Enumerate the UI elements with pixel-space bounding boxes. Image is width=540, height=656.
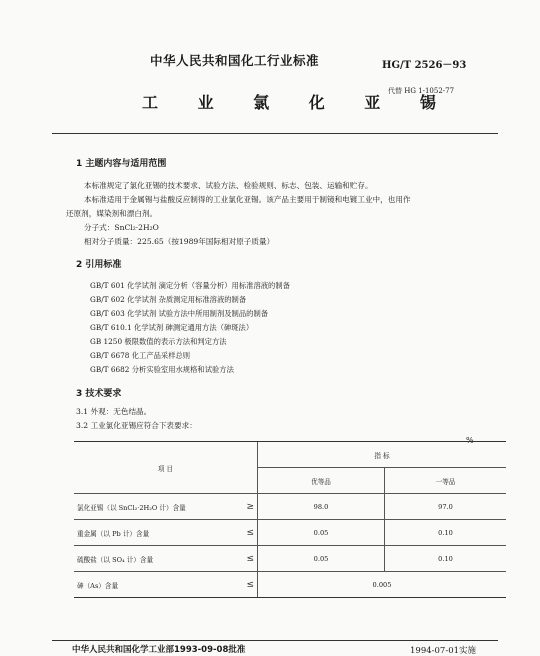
row-value-merged: 0.005 bbox=[258, 572, 507, 598]
row-relation: ≤ bbox=[211, 520, 258, 546]
section-1-paragraph-2a: 本标准适用于金属锡与盐酸反应制得的工业氯化亚锡。该产品主要用于制镜和电镀工业中，也用作 bbox=[84, 195, 411, 204]
section-1-heading: 1 主题内容与适用范围 bbox=[76, 159, 167, 169]
column-header-index: 指 标 bbox=[258, 442, 507, 468]
replaces-code: 代替 HG 1-1052-77 bbox=[388, 87, 455, 95]
row-value-grade-1: 98.0 bbox=[258, 494, 385, 520]
section-2-heading: 2 引用标准 bbox=[76, 260, 122, 270]
row-relation: ≥ bbox=[211, 494, 258, 520]
standard-number: HG/T 2526－93 bbox=[382, 60, 467, 71]
section-1-paragraph-2b: 还原剂，媒染剂和漂白剂。 bbox=[66, 209, 158, 218]
reference-item: GB/T 610.1 化学试剂 砷测定通用方法（砷斑法） bbox=[90, 323, 254, 332]
clause-3-2: 3.2 工业氯化亚锡应符合下表要求： bbox=[76, 421, 197, 430]
document-title: 工 业 氯 化 亚 锡 bbox=[142, 93, 453, 112]
row-value-grade-2: 0.10 bbox=[385, 546, 507, 572]
table-row bbox=[74, 494, 506, 520]
row-relation: ≤ bbox=[211, 546, 258, 572]
column-header-grade-2: 一等品 bbox=[385, 468, 507, 494]
table-row bbox=[74, 546, 506, 572]
row-name: 砷（As）含量 bbox=[74, 572, 211, 598]
reference-item: GB/T 6678 化工产品采样总则 bbox=[90, 351, 191, 360]
row-value-grade-1: 0.05 bbox=[258, 546, 385, 572]
footer-rule bbox=[52, 640, 498, 641]
row-value-grade-2: 97.0 bbox=[385, 494, 507, 520]
reference-item: GB/T 602 化学试剂 杂质测定用标准溶液的制备 bbox=[90, 295, 247, 304]
molecular-formula: 分子式：SnCl₂·2H₂O bbox=[84, 223, 159, 232]
column-header-grade-1: 优等品 bbox=[258, 468, 385, 494]
molecular-weight: 相对分子质量：225.65（按1989年国际相对原子质量） bbox=[84, 237, 275, 246]
implementation-date: 1994-07-01实施 bbox=[410, 646, 477, 656]
table-row bbox=[74, 520, 506, 546]
reference-item: GB/T 601 化学试剂 滴定分析（容量分析）用标准溶液的制备 bbox=[90, 281, 290, 290]
row-value-grade-2: 0.10 bbox=[385, 520, 507, 546]
section-3-heading: 3 技术要求 bbox=[76, 389, 122, 399]
column-header-item: 项 目 bbox=[74, 442, 258, 494]
row-name: 硫酸盐（以 SO₄ 计）含量 bbox=[74, 546, 211, 572]
row-value-grade-1: 0.05 bbox=[258, 520, 385, 546]
unit-label: % bbox=[466, 436, 474, 445]
row-name: 氯化亚锡（以 SnCl₂·2H₂O 计）含量 bbox=[74, 494, 211, 520]
header-rule bbox=[52, 133, 498, 134]
reference-item: GB 1250 极限数值的表示方法和判定方法 bbox=[90, 337, 227, 346]
row-name: 重金属（以 Pb 计）含量 bbox=[74, 520, 211, 546]
clause-3-1: 3.1 外观：无色结晶。 bbox=[76, 407, 152, 416]
reference-item: GB/T 6682 分析实验室用水规格和试验方法 bbox=[90, 365, 234, 374]
table-row bbox=[74, 572, 506, 598]
requirements-table bbox=[74, 441, 506, 598]
approval-statement: 中华人民共和国化学工业部1993-09-08批准 bbox=[72, 645, 246, 655]
section-1-paragraph-1: 本标准规定了氯化亚锡的技术要求、试验方法、检验规则、标志、包装、运输和贮存。 bbox=[84, 181, 373, 190]
row-relation: ≤ bbox=[211, 572, 258, 598]
standard-organization: 中华人民共和国化工行业标准 bbox=[150, 53, 320, 68]
reference-item: GB/T 603 化学试剂 试验方法中所用制剂及制品的制备 bbox=[90, 309, 269, 318]
